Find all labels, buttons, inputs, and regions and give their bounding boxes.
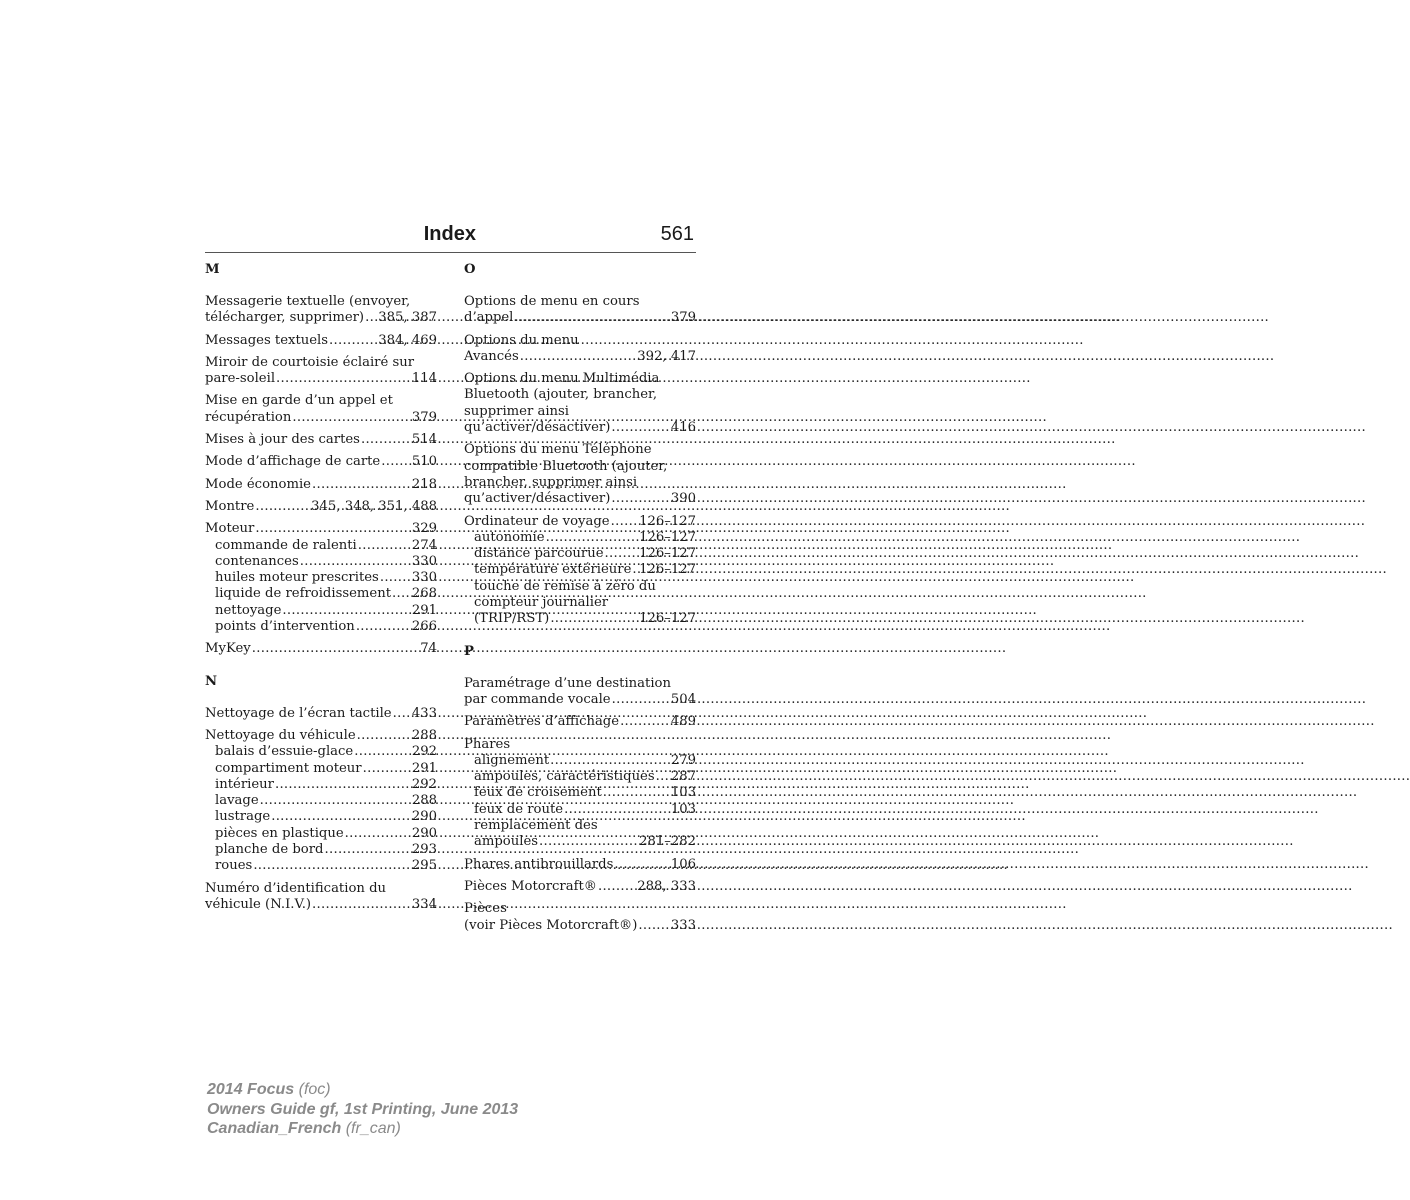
- index-subentry: [205, 777, 437, 793]
- dot-leader: [312, 477, 411, 493]
- entry-text: Bluetooth (ajouter, brancher,: [464, 387, 658, 403]
- index-entry-line: [205, 371, 437, 387]
- index-subentry: [205, 858, 437, 874]
- page-reference: 345, 348, 351, 488: [311, 498, 437, 514]
- entry-text: Nettoyage de l’écran tactile: [205, 705, 392, 721]
- index-entry-line: [464, 387, 696, 403]
- index-entry-line: [205, 432, 437, 448]
- index-entry-line: [464, 371, 696, 387]
- index-entry-line: [205, 641, 437, 657]
- entry-text: brancher, supprimer ainsi: [464, 474, 638, 490]
- index-subentry: [205, 826, 437, 842]
- section-letter: P: [464, 643, 474, 659]
- index-entry-line: [464, 420, 696, 436]
- entry-text: feux de croisement: [474, 785, 602, 801]
- dot-leader: [514, 310, 669, 326]
- index-entry-line: [205, 294, 437, 310]
- page-reference: 379: [411, 409, 437, 425]
- entry-text: Messages textuels: [205, 332, 329, 348]
- page-reference: 287: [670, 769, 696, 785]
- page-reference: 330: [411, 553, 437, 569]
- index-entry-line: [464, 857, 696, 873]
- index-entry-line: [205, 310, 437, 326]
- dot-leader: [381, 454, 411, 470]
- entry-text: Montre: [205, 498, 255, 514]
- index-column-right: [464, 262, 696, 940]
- page-reference: 290: [411, 809, 437, 825]
- index-entry-line: [464, 442, 696, 458]
- dot-leader: [539, 834, 638, 850]
- index-entry-line: [205, 706, 437, 722]
- page-reference: 334: [411, 896, 437, 912]
- index-entry-line: [205, 728, 437, 744]
- index-entry-line: [205, 393, 437, 409]
- entry-text: Phares antibrouillards: [464, 856, 614, 872]
- index-subentry: [205, 842, 437, 858]
- page-reference: 126–127: [639, 546, 696, 562]
- dot-leader: [603, 785, 670, 801]
- index-subentry: [205, 554, 437, 570]
- page-reference: 126–127: [639, 513, 696, 529]
- index-subentry: [464, 562, 696, 578]
- index-entry-line: [464, 692, 696, 708]
- entry-text: Avancés: [464, 348, 519, 364]
- dot-leader: [392, 586, 411, 602]
- index-entry: [205, 454, 437, 470]
- page-title: Index: [423, 223, 476, 245]
- index-entry: [205, 641, 437, 657]
- dot-leader: [275, 777, 411, 793]
- dot-leader: [564, 802, 670, 818]
- page-reference: 268: [411, 586, 437, 602]
- page-reference: 510: [411, 454, 437, 470]
- index-entry-line: [205, 410, 437, 426]
- index-entry: [464, 901, 696, 934]
- page-reference: 274: [411, 537, 437, 553]
- page-reference: 291: [411, 760, 437, 776]
- dot-leader: [312, 897, 411, 913]
- page-reference: 279: [670, 752, 696, 768]
- entry-text: intérieur: [215, 776, 274, 792]
- entry-text: télécharger, supprimer): [205, 310, 365, 326]
- index-entry: [205, 521, 437, 635]
- page-number: 561: [660, 223, 694, 245]
- page-reference: 106: [670, 856, 696, 872]
- entry-text: (voir Pièces Motorcraft®): [464, 917, 638, 933]
- page-reference: 433: [411, 705, 437, 721]
- page-reference: 126–127: [639, 562, 696, 578]
- entry-text: pièces en plastique: [215, 825, 344, 841]
- entry-text: Pièces Motorcraft®: [464, 878, 597, 894]
- entry-text: supprimer ainsi: [464, 403, 570, 419]
- page-reference: 288: [411, 793, 437, 809]
- index-subentry: [464, 834, 696, 850]
- dot-leader: [632, 562, 638, 578]
- dot-leader: [365, 310, 377, 326]
- index-entry-line: [464, 514, 696, 530]
- index-entry-line: [205, 333, 437, 349]
- dot-leader: [345, 826, 411, 842]
- page-reference: 330: [411, 570, 437, 586]
- index-entry-line: [464, 310, 696, 326]
- dot-leader: [614, 857, 669, 873]
- dot-leader: [550, 753, 670, 769]
- index-entry-line: [464, 333, 696, 349]
- dot-leader: [329, 333, 377, 349]
- page-reference: 333: [670, 917, 696, 933]
- index-entry: [464, 714, 696, 730]
- page-reference: 329: [411, 521, 437, 537]
- entry-text: Paramétrage d’une destination: [464, 675, 671, 691]
- entry-text: Options du menu: [464, 332, 579, 348]
- page-reference: 292: [411, 776, 437, 792]
- index-subentry: [464, 769, 696, 785]
- page-reference: 290: [411, 825, 437, 841]
- index-entry: [205, 294, 437, 327]
- page-reference: 74: [420, 641, 437, 657]
- entry-text: Options du menu Téléphone: [464, 442, 652, 458]
- entry-text: nettoyage: [215, 602, 282, 618]
- index-subentry: [205, 603, 437, 619]
- dot-leader: [356, 619, 411, 635]
- index-subentry: [464, 530, 696, 546]
- entry-text: roues: [215, 858, 253, 874]
- dot-leader: [611, 491, 669, 507]
- index-entry-line: [205, 454, 437, 470]
- page-reference: 281–282: [639, 834, 696, 850]
- dot-leader: [620, 714, 670, 730]
- entry-text: huiles moteur prescrites: [215, 570, 379, 586]
- footer-language-code: (fr_can): [345, 1120, 401, 1137]
- entry-text: remplacement des: [474, 818, 598, 834]
- dot-leader: [292, 410, 410, 426]
- entry-text: récupération: [205, 409, 292, 425]
- footer-language: Canadian_French: [207, 1120, 342, 1137]
- entry-text: par commande vocale: [464, 691, 611, 707]
- index-subentry: [205, 744, 437, 760]
- index-entry: [464, 737, 696, 851]
- dot-leader: [380, 570, 411, 586]
- page-reference: 218: [411, 476, 437, 492]
- entry-text: Options de menu en cours: [464, 294, 640, 309]
- page-reference: 126–127: [639, 529, 696, 545]
- section-letter: N: [205, 673, 218, 689]
- footer: [207, 1080, 518, 1139]
- entry-text: véhicule (N.I.V.): [205, 896, 312, 912]
- page-reference: 416: [670, 420, 696, 436]
- page-reference: 291: [411, 602, 437, 618]
- index-entry-line: [464, 879, 696, 895]
- index-entry: [205, 477, 437, 493]
- entry-text: balais d’essuie-glace: [215, 744, 354, 760]
- footer-model-code: (foc): [298, 1081, 331, 1098]
- dot-leader: [255, 521, 410, 537]
- entry-text: commande de ralenti: [215, 537, 357, 553]
- page-reference: 293: [411, 842, 437, 858]
- index-entry: [464, 371, 696, 436]
- entry-text: ampoules, caractéristiques: [474, 769, 655, 785]
- entry-text: compteur journalier: [474, 595, 609, 611]
- index-entry: [205, 728, 437, 875]
- section-gap: [464, 634, 696, 644]
- index-entry-line: [464, 491, 696, 507]
- dot-leader: [638, 918, 669, 934]
- entry-text: Phares: [464, 736, 511, 752]
- entry-text: Ordinateur de voyage: [464, 513, 610, 529]
- index-subentry: [205, 793, 437, 809]
- entry-text: Options du menu Multimédia: [464, 371, 660, 387]
- index-subentry: [464, 611, 696, 627]
- page-reference: 103: [670, 801, 696, 817]
- entry-text: Nettoyage du véhicule: [205, 727, 356, 743]
- dot-leader: [361, 432, 411, 448]
- index-entry-line: [464, 404, 696, 420]
- index-subentry: [464, 579, 696, 595]
- dot-leader: [611, 514, 638, 530]
- page-reference: 114: [411, 371, 437, 387]
- dot-leader: [611, 420, 669, 436]
- index-subentry: [205, 586, 437, 602]
- dot-leader: [612, 692, 670, 708]
- index-entry: [205, 499, 437, 515]
- entry-text: ampoules: [474, 834, 539, 850]
- index-entry-line: [464, 901, 696, 917]
- entry-text: feux de route: [474, 801, 564, 817]
- index-entry: [205, 881, 437, 914]
- dot-leader: [271, 809, 411, 825]
- dot-leader: [276, 371, 411, 387]
- index-entry-line: [464, 349, 696, 365]
- dot-leader: [605, 546, 639, 562]
- dot-leader: [598, 879, 636, 895]
- dot-leader: [252, 641, 420, 657]
- index-subentry: [464, 802, 696, 818]
- index-entry-line: [464, 475, 696, 491]
- index-entry: [205, 355, 437, 388]
- dot-leader: [354, 744, 411, 760]
- dot-leader: [300, 554, 411, 570]
- page-reference: 390: [670, 491, 696, 507]
- entry-text: température extérieure: [474, 562, 632, 578]
- dot-leader: [282, 603, 410, 619]
- index-entry-line: [205, 897, 437, 913]
- index-entry: [464, 857, 696, 873]
- index-entry: [464, 514, 696, 628]
- dot-leader: [253, 858, 411, 874]
- entry-text: liquide de refroidissement: [215, 586, 392, 602]
- entry-text: compatible Bluetooth (ajouter,: [464, 458, 668, 474]
- index-subentry: [205, 538, 437, 554]
- entry-text: autonomie: [474, 529, 545, 545]
- index-entry: [205, 432, 437, 448]
- index-entry: [205, 333, 437, 349]
- entry-text: alignement: [474, 752, 550, 768]
- entry-text: Mode économie: [205, 476, 311, 492]
- dot-leader: [358, 538, 411, 554]
- index-entry: [464, 879, 696, 895]
- dot-leader: [550, 611, 638, 627]
- page-header: [205, 222, 696, 253]
- entry-text: touche de remise à zéro du: [474, 578, 656, 594]
- entry-text: lustrage: [215, 809, 271, 825]
- page-reference: 126–127: [639, 611, 696, 627]
- index-entry-line: [464, 459, 696, 475]
- entry-text: Pièces: [464, 901, 507, 917]
- index-entry-line: [205, 521, 437, 537]
- page-reference: 288: [411, 727, 437, 743]
- page-reference: 385, 387: [378, 310, 437, 326]
- footer-line-2: [207, 1100, 518, 1120]
- entry-text: qu’activer/désactiver): [464, 420, 611, 436]
- index-entry: [205, 393, 437, 426]
- page-reference: 514: [411, 432, 437, 448]
- entry-text: contenances: [215, 553, 299, 569]
- index-entry: [464, 442, 696, 507]
- page-reference: 295: [411, 858, 437, 874]
- entry-text: MyKey: [205, 641, 251, 657]
- entry-text: pare-soleil: [205, 371, 276, 387]
- dot-leader: [357, 728, 411, 744]
- index-subentry: [205, 809, 437, 825]
- entry-text: Numéro d’identification du: [205, 880, 387, 896]
- entry-text: compartiment moteur: [215, 760, 362, 776]
- entry-text: Mise en garde d’un appel et: [205, 393, 393, 409]
- index-entry: [464, 294, 696, 327]
- index-subentry: [205, 619, 437, 635]
- index-entry-line: [464, 714, 696, 730]
- entry-text: (TRIP/RST): [474, 611, 550, 627]
- index-entry-line: [464, 918, 696, 934]
- page-reference: 384, 469: [378, 332, 437, 348]
- dot-leader: [324, 842, 410, 858]
- entry-text: points d’intervention: [215, 619, 355, 635]
- index-subentry: [464, 546, 696, 562]
- page-reference: 292: [411, 744, 437, 760]
- entry-text: Mode d’affichage de carte: [205, 454, 381, 470]
- index-entry-line: [205, 499, 437, 515]
- footer-printing: Owners Guide gf, 1st Printing, June 2013: [207, 1100, 519, 1118]
- dot-leader: [656, 769, 670, 785]
- index-entry-line: [205, 477, 437, 493]
- page-reference: 489: [670, 714, 696, 730]
- index-entry: [464, 333, 696, 366]
- dot-leader: [393, 706, 411, 722]
- entry-text: Miroir de courtoisie éclairé sur: [205, 354, 415, 370]
- entry-text: qu’activer/désactiver): [464, 491, 611, 507]
- entry-text: Paramètres d’affichage: [464, 714, 620, 730]
- index-subentry: [205, 570, 437, 586]
- section-gap: [205, 664, 437, 674]
- page-reference: 288, 333: [637, 878, 696, 894]
- index-entry-line: [464, 737, 696, 753]
- index-subentry: [464, 753, 696, 769]
- dot-leader: [520, 349, 637, 365]
- page-reference: 392, 417: [637, 348, 696, 364]
- index-entry-line: [205, 881, 437, 897]
- index-subentry: [464, 818, 696, 834]
- index-entry: [464, 676, 696, 709]
- entry-text: lavage: [215, 793, 259, 809]
- entry-text: Mises à jour des cartes: [205, 432, 360, 448]
- index-subentry: [464, 785, 696, 801]
- page-reference: 266: [411, 619, 437, 635]
- index-entry-line: [205, 355, 437, 371]
- dot-leader: [363, 761, 411, 777]
- footer-line-1: [207, 1080, 518, 1100]
- page-reference: 103: [670, 785, 696, 801]
- index-entry-line: [464, 294, 696, 310]
- page-reference: 504: [670, 691, 696, 707]
- index-subentry: [205, 761, 437, 777]
- index-entry: [205, 706, 437, 722]
- section-letter: M: [205, 262, 220, 277]
- section-letter: O: [464, 262, 476, 277]
- dot-leader: [255, 499, 310, 515]
- entry-text: d’appel: [464, 310, 514, 326]
- entry-text: planche de bord: [215, 842, 324, 858]
- dot-leader: [546, 530, 639, 546]
- entry-text: Messagerie textuelle (envoyer,: [205, 294, 411, 309]
- index-subentry: [464, 595, 696, 611]
- entry-text: distance parcourue: [474, 546, 604, 562]
- page-reference: 379: [670, 310, 696, 326]
- index-column-left: [205, 262, 437, 919]
- dot-leader: [260, 793, 411, 809]
- index-entry-line: [464, 676, 696, 692]
- footer-model: 2014 Focus: [207, 1081, 295, 1098]
- entry-text: Moteur: [205, 521, 255, 537]
- footer-line-3: [207, 1119, 518, 1139]
